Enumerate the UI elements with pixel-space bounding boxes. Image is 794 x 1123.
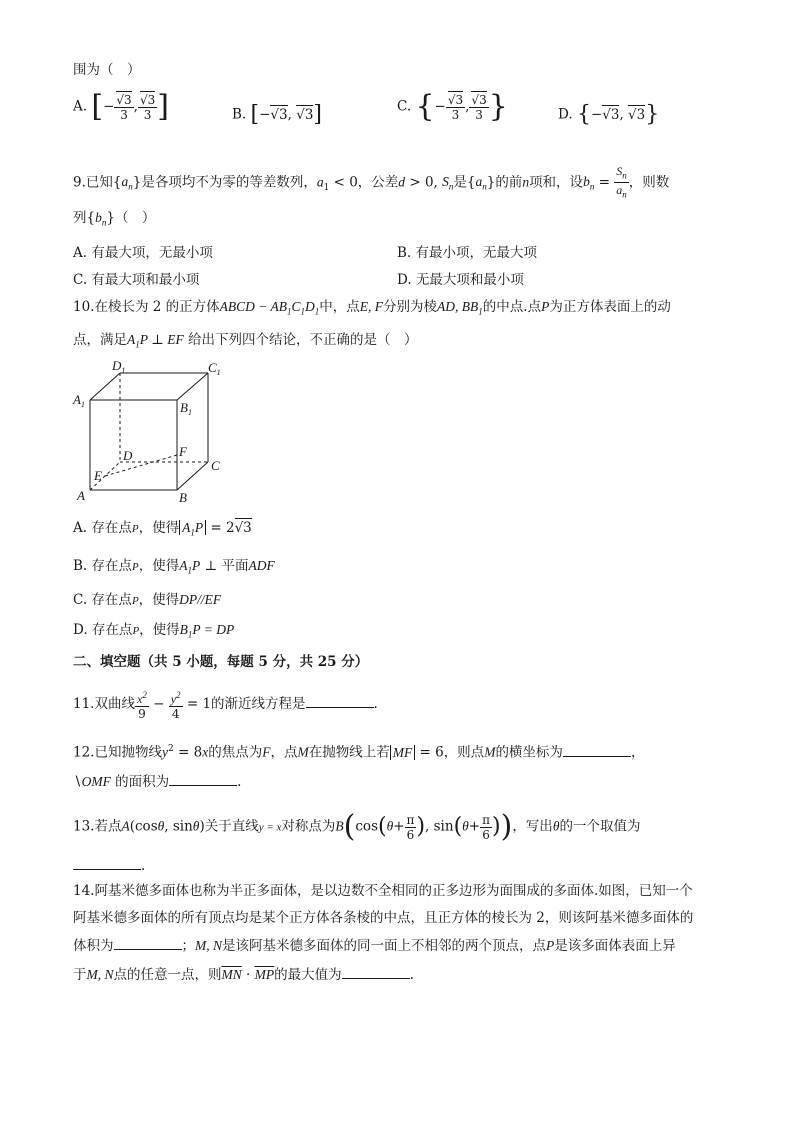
label-a: A — [77, 488, 85, 503]
edge-b1-c1 — [177, 373, 208, 400]
label-f: F — [179, 444, 187, 459]
q8-option-d[interactable]: D. {−√3, √3} — [558, 102, 660, 127]
label-a1: $A_1$ — [73, 392, 85, 409]
label-d: D — [123, 448, 133, 463]
q8-option-b[interactable]: B. [−√3, √3] — [232, 102, 323, 127]
q12-answer-blank-2[interactable] — [169, 785, 237, 786]
q9-option-b[interactable]: B. 有最小项，无最大项 — [397, 245, 538, 261]
q9-line2: 列$\{b_n\}$（ ） — [73, 210, 156, 228]
q10-option-a[interactable]: A. 存在点P，使得 $A_1P = 2√3$ — [73, 520, 252, 538]
q8-option-c[interactable]: C. {− $\frac{√3}{3}$ , $\frac{√3}{3}$ } — [397, 89, 508, 124]
q13-line1: 13.若点A(cosθ, sinθ)关于直线y = x对称点为B(cos(θ+ $\frac{\pi}{6}$ ), sin(θ+ $\frac{\pi}{6}$ ))，写出θ的一个取值为 — [73, 809, 641, 844]
q9-option-d[interactable]: D. 无最大项和最小项 — [397, 272, 524, 288]
q11: 11.双曲线 $\frac{x^2}{9}$ − $\frac{y^2}{4}$ = 1的渐近线方程是 . — [73, 690, 378, 721]
q13-answer-blank[interactable] — [73, 869, 141, 870]
section-title: 二、填空题（共 5 小题，每题 5 分，共 25 分） — [73, 654, 369, 670]
q14-line3: 体积为 ；M, N是该阿基米德多面体的同一面上不相邻的两个顶点，点P是该多面体表面上异 — [73, 938, 676, 954]
label-b1: $B_1$ — [180, 400, 192, 417]
q10-line2: 点，满足$A_1P$ ⊥ EF 给出下列四个结论，不正确的是（ ） — [73, 332, 418, 350]
q10-option-b[interactable]: B. 存在点P，使得$A_1P$ ⊥ 平面ADF — [73, 558, 275, 576]
q8-tail: 围为（ ） — [73, 62, 141, 78]
label-e: E — [94, 468, 102, 483]
segment-e-f — [105, 455, 177, 476]
q10-option-c[interactable]: C. 存在点P，使得DP//EF — [73, 592, 222, 608]
q10-option-d[interactable]: D. 存在点P，使得$B_1P$ = DP — [73, 622, 235, 640]
q11-answer-blank[interactable] — [306, 707, 374, 708]
label-b: B — [179, 490, 187, 505]
cube-figure — [70, 360, 230, 510]
label-c: C — [211, 458, 220, 473]
q13-line2: . — [73, 856, 145, 876]
q8-option-a[interactable]: A. [− $\frac{√3}{3}$ , $\frac{√3}{3}$ ] — [73, 89, 169, 124]
q12-answer-blank-1[interactable] — [563, 756, 631, 757]
q9-line1: 9.已知$\{a_n\}$是各项均不为零的等差数列，$a_1 < 0$，公差d > 0, $S_n$是$\{a_n\}$的前n项和，设$b_n$ = $\frac{S_n}{a_n}$ ，则数 — [73, 164, 670, 200]
label-c1: $C_1$ — [208, 360, 221, 377]
q10-line1: 10.在棱长为 2 的正方体ABCD − $AB_1C_1D_1$中，点E, F分别为棱AD, $BB_1$的中点.点P为正方体表面上的动 — [73, 299, 671, 317]
label-d1: $D_1$ — [112, 360, 126, 375]
q14-line2: 阿基米德多面体的所有顶点均是某个正方体各条棱的中点，且正方体的棱长为 2，则该阿基米德多面体的 — [73, 910, 694, 926]
q14-answer-blank-2[interactable] — [342, 978, 410, 979]
q9-option-a[interactable]: A. 有最大项，无最小项 — [73, 245, 213, 261]
q14-answer-blank-1[interactable] — [114, 949, 182, 950]
q14-line1: 14.阿基米德多面体也称为半正多面体，是以边数不全相同的正多边形为面围成的多面体.如图，已知一个 — [73, 883, 693, 899]
edge-a1-d1 — [90, 373, 120, 400]
q9-option-c[interactable]: C. 有最大项和最小项 — [73, 272, 200, 288]
edge-b-c — [177, 462, 208, 490]
q12-line1: 12.已知抛物线$y^2 = 8x$的焦点为F，点M在抛物线上若 MF = 6，则点M的横坐标为 ， — [73, 744, 645, 761]
q14-line4: 于M, N点的任意一点，则$\overline{MN} \cdot \overline{MP}$的最大值为 . — [73, 967, 414, 983]
q12-line2: ∖OMF 的面积为 . — [73, 774, 242, 790]
